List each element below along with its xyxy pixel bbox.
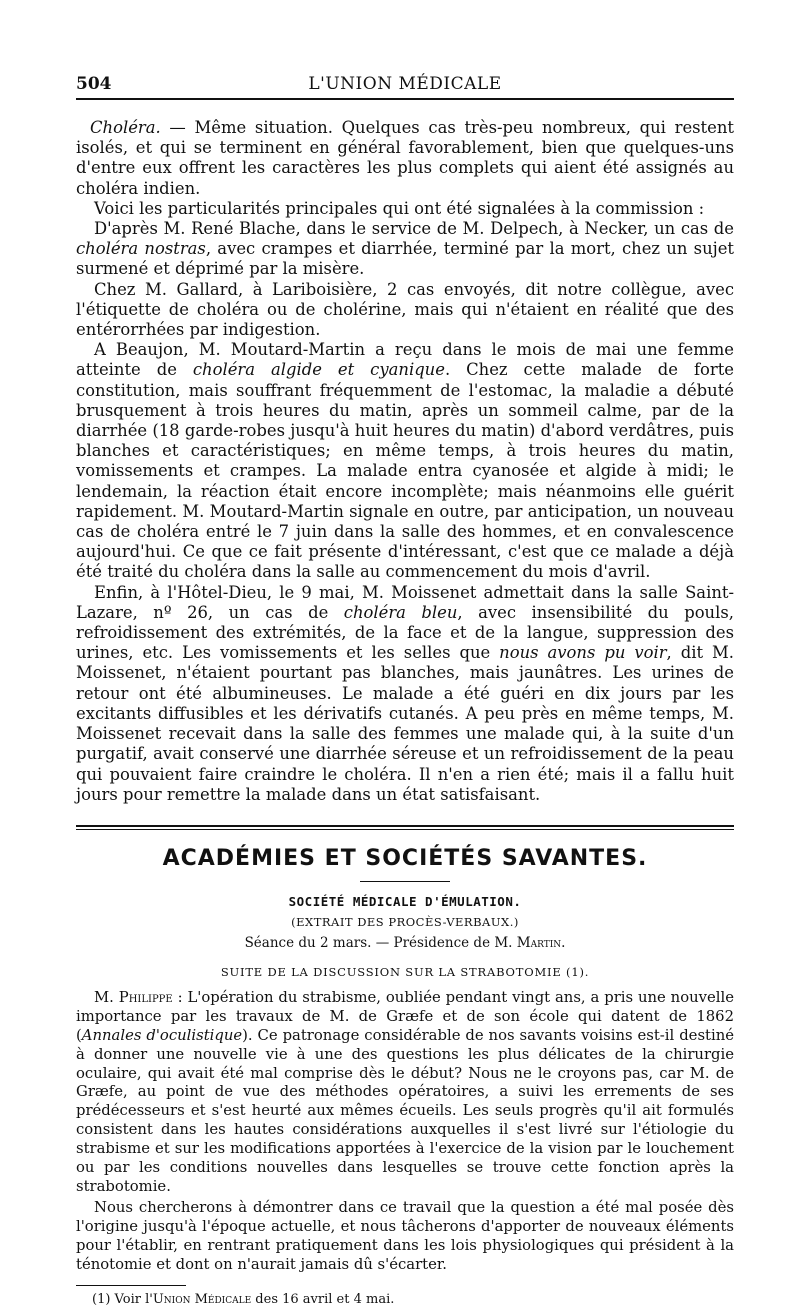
- emphasis: nous avons pu voir: [499, 643, 667, 663]
- speaker-name: M. Philippe: [94, 988, 173, 1006]
- president-name: Martin: [516, 934, 562, 951]
- discussion-title: SUITE DE LA DISCUSSION SUR LA STRABOTOMIE (1).: [220, 964, 590, 979]
- paragraph-cholera: [76, 118, 734, 199]
- session-text: Séance du 2 mars. — Présidence de M.: [244, 934, 517, 951]
- paragraph-blache: [76, 219, 734, 280]
- footnote-journal: Union Médicale: [152, 1291, 252, 1307]
- paragraph-beaujon: [76, 340, 734, 582]
- paragraph-text: Enfin, à l'Hôtel-Dieu, le 9 mai, M. Moissenet admettait dans la salle Saint-Lazare, nº 26, un cas de: [76, 582, 734, 622]
- running-head: [76, 72, 734, 100]
- extract-note: (EXTRAIT DES PROCÈS-VERBAUX.): [291, 914, 519, 929]
- footnote-rule: [76, 1285, 186, 1286]
- session-line: [76, 935, 734, 951]
- session-text: .: [561, 934, 566, 951]
- journal-title: L'UNION MÉDICALE: [308, 74, 502, 94]
- title-rule: [360, 881, 450, 882]
- paragraph-text: : L'opération du strabisme, oubliée pendant vingt ans, a pris une nouvelle importance par les travaux de M. de Græfe et de son école qui datent de 1862 (: [76, 988, 734, 1044]
- article-body: [76, 118, 734, 805]
- paragraph-text: , avec insensibilité du pouls, refroidissement des extrémités, de la face et de la langue, suppression des urines, etc. Les vomissements et les selles que: [76, 602, 734, 663]
- emphasis: Annales d'oculistique: [81, 1026, 243, 1044]
- society-name: SOCIÉTÉ MÉDICALE D'ÉMULATION.: [288, 893, 522, 909]
- paragraph-particularities: Voici les particularités principales qui ont été signalées à la commission :: [94, 198, 705, 218]
- section-title: ACADÉMIES ET SOCIÉTÉS SAVANTES.: [162, 845, 648, 871]
- paragraph-gallard: Chez M. Gallard, à Lariboisière, 2 cas envoyés, dit notre collègue, avec l'étiquette de choléra ou de cholérine, mais qui n'étaient en réalité que des entérorrhées par indigestion.: [76, 279, 734, 340]
- paragraph-text: , dit M. Moissenet, n'étaient pourtant pas blanches, mais jaunâtres. Les urines de retour ont été albumineuses. Le malade a été guéri en dix jours par les excitants diffusibles et les dérivatifs cutanés. A peu près en même temps, M. Moissenet recevait dans la salle des femmes une malade qui, à la suite d'un purgatif, avait conservé une diarrhée séreuse et un refroidissement de la peau qui pouvaient faire craindre le choléra. Il n'en a rien été; mais il a fallu huit jours pour remettre la malade dans un état satisfaisant.: [76, 643, 734, 804]
- paragraph-text: D'après M. René Blache, dans le service de M. Delpech, à Necker, un cas de: [94, 219, 734, 239]
- emphasis: choléra algide et cyanique: [192, 360, 445, 380]
- cholera-heading: Choléra.: [90, 118, 161, 137]
- footnote-text: (1) Voir l': [92, 1291, 153, 1307]
- paragraph-text: A Beaujon, M. Moutard-Martin a reçu dans le mois de mai une femme atteinte de: [76, 340, 734, 380]
- emphasis: choléra nostras: [76, 239, 206, 259]
- paragraph-text: . Chez cette malade de forte constitution, mais souffrant fréquemment de l'estomac, la maladie a débuté brusquement à trois heures du matin, après un sommeil calme, par de la diarrhée (18 garde-robes jusqu'à huit heures du matin) d'abord verdâtres, puis blanches et caractéristiques; en même temps, à trois heures du matin, vomissements et crampes. La malade entra cyanosée et algide à midi; le lendemain, la réaction était encore incomplète; mais néanmoins elle guérit rapidement. M. Moutard-Martin signale en outre, par anticipation, un nouveau cas de choléra entré le 7 juin dans la salle des hommes, et en convalescence aujourd'hui. Ce que ce fait présente d'intéressant, c'est que ce malade a déjà été traité du choléra dans la salle au commencement du mois d'avril.: [76, 360, 734, 582]
- paragraph-hotel-dieu: [76, 583, 734, 805]
- section-divider: [76, 825, 734, 830]
- paragraph-text: — Même situation. Quelques cas très-peu nombreux, qui restent isolés, et qui se terminent en général favorablement, bien que quelques-uns d'entre eux offrent les caractères les plus complets qui aient été assignés au choléra indien.: [76, 118, 734, 198]
- paragraph-text: ). Ce patronage considérable de nos savants voisins est-il destiné à donner une nouvelle vie à une des questions les plus délicates de la chirurgie oculaire, qui avait été mal comprise dès le début? Nous ne le croyons pas, car M. de Græfe, au point de vue des méthodes opératoires, a suivi les errements de ses prédécesseurs et s'est heurté aux mêmes écueils. Les seuls progrès qu'il ait formulés consistent dans les hautes considérations auxquelles il s'est livré sur l'étiologie du strabisme et sur les modifications apportées à l'exercice de la vision par le louchement ou par les conditions nouvelles dans lesquelles se trouve cette fonction après la strabotomie.: [76, 1026, 734, 1195]
- footnote: [76, 1292, 734, 1307]
- emphasis: choléra bleu: [343, 602, 458, 622]
- paragraph-demonstration: Nous chercherons à démontrer dans ce travail que la question a été mal posée dès l'origine jusqu'à l'époque actuelle, et nous tâcherons d'apporter de nouveaux éléments pour l'établir, en rentrant pratiquement dans les lois physiologiques qui président à la ténotomie et dont on n'aurait jamais dû s'écarter.: [76, 1198, 734, 1273]
- paragraph-text: , avec crampes et diarrhée, terminé par la mort, chez un sujet surmené et déprimé par la misère.: [76, 239, 734, 279]
- paragraph-philippe: [76, 989, 734, 1197]
- footnote-text: des 16 avril et 4 mai.: [251, 1291, 395, 1307]
- page-number: 504: [76, 74, 112, 94]
- minutes-body: [76, 989, 734, 1275]
